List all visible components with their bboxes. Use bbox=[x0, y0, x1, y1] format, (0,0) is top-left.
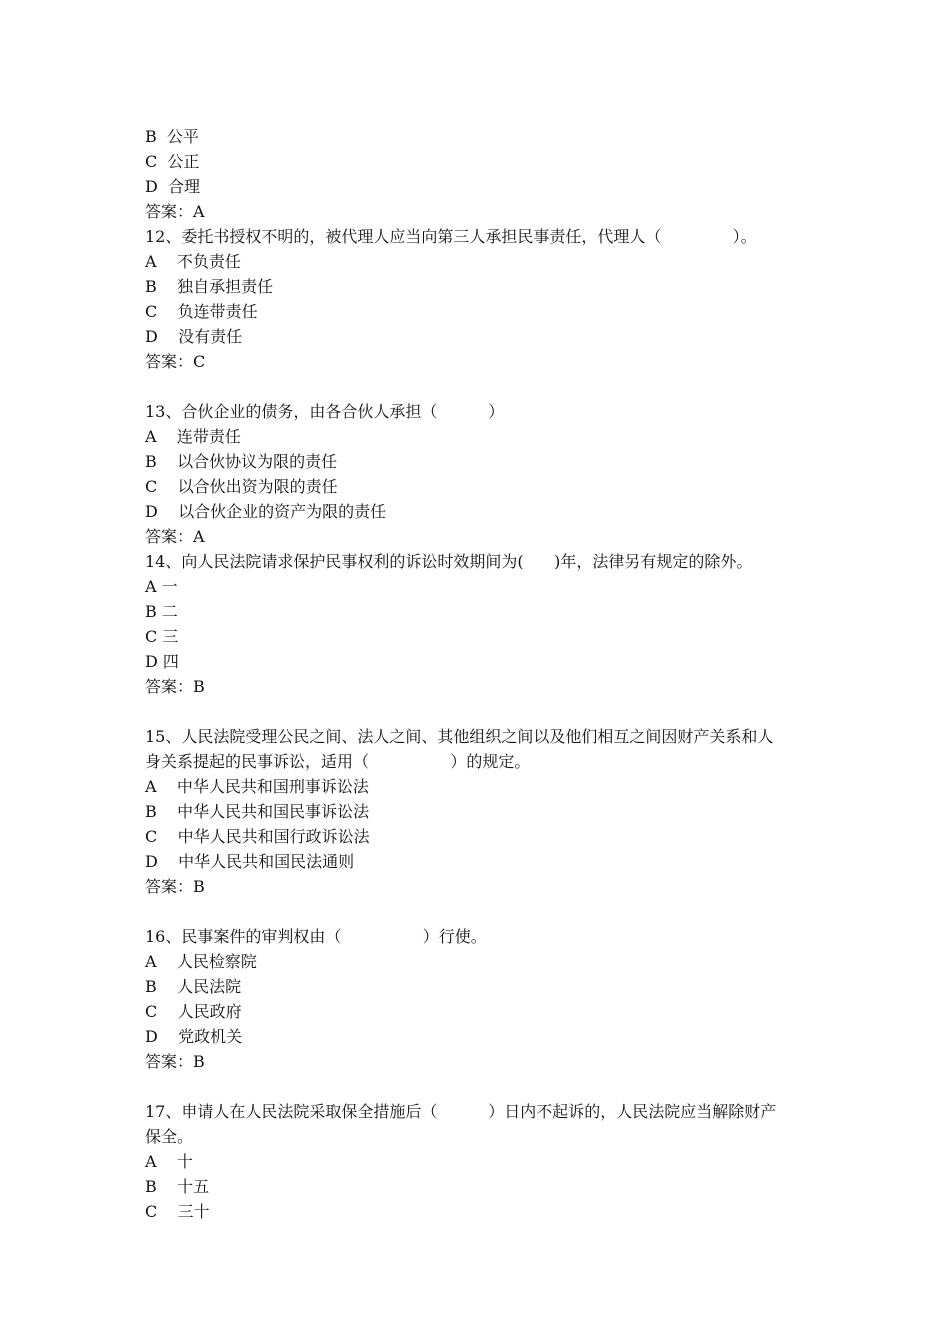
option-line: C 人民政府 bbox=[145, 1002, 242, 1021]
option-line: C 三十 bbox=[145, 1202, 210, 1221]
option-line: C 三 bbox=[145, 627, 179, 646]
option-line: C 负连带责任 bbox=[145, 302, 258, 321]
option-line: A 连带责任 bbox=[145, 427, 241, 446]
option-line: D 中华人民共和国民法通则 bbox=[145, 852, 355, 871]
option-line: B 独自承担责任 bbox=[145, 277, 274, 296]
option-line: C 公正 bbox=[145, 152, 200, 171]
blank-line bbox=[145, 374, 815, 399]
option-line: A 一 bbox=[145, 577, 178, 596]
question-stem: 17、申请人在人民法院采取保全措施后（ ）日内不起诉的，人民法院应当解除财产 bbox=[145, 1102, 777, 1121]
option-line: A 十 bbox=[145, 1152, 193, 1171]
answer-line: 答案：B bbox=[145, 677, 205, 696]
blank-line bbox=[145, 1074, 815, 1099]
answer-line: 答案：A bbox=[145, 202, 205, 221]
option-line: D 合理 bbox=[145, 177, 201, 196]
option-line: B 中华人民共和国民事诉讼法 bbox=[145, 802, 370, 821]
answer-line: 答案：B bbox=[145, 877, 205, 896]
option-line: B 二 bbox=[145, 602, 178, 621]
option-line: B 十五 bbox=[145, 1177, 210, 1196]
question-stem: 12、委托书授权不明的，被代理人应当向第三人承担民事责任，代理人（ ）。 bbox=[145, 227, 757, 246]
option-line: C 中华人民共和国行政诉讼法 bbox=[145, 827, 370, 846]
option-line: D 四 bbox=[145, 652, 179, 671]
document-page bbox=[145, 124, 815, 1224]
question-stem-continued: 保全。 bbox=[145, 1127, 194, 1146]
question-stem: 13、合伙企业的债务，由各合伙人承担（ ） bbox=[145, 402, 505, 421]
question-stem: 14、向人民法院请求保护民事权利的诉讼时效期间为( )年，法律另有规定的除外。 bbox=[145, 552, 753, 571]
option-line: D 没有责任 bbox=[145, 327, 243, 346]
answer-line: 答案：C bbox=[145, 352, 206, 371]
option-line: B 人民法院 bbox=[145, 977, 242, 996]
question-stem: 15、人民法院受理公民之间、法人之间、其他组织之间以及他们相互之间因财产关系和人 bbox=[145, 727, 774, 746]
option-line: A 中华人民共和国刑事诉讼法 bbox=[145, 777, 369, 796]
option-line: C 以合伙出资为限的责任 bbox=[145, 477, 338, 496]
question-stem-continued: 身关系提起的民事诉讼，适用（ ）的规定。 bbox=[145, 752, 531, 771]
answer-line: 答案：A bbox=[145, 527, 205, 546]
question-stem: 16、民事案件的审判权由（ ）行使。 bbox=[145, 927, 487, 946]
option-line: B 公平 bbox=[145, 127, 199, 146]
option-line: A 人民检察院 bbox=[145, 952, 257, 971]
option-line: D 以合伙企业的资产为限的责任 bbox=[145, 502, 387, 521]
option-line: D 党政机关 bbox=[145, 1027, 243, 1046]
blank-line bbox=[145, 699, 815, 724]
option-line: B 以合伙协议为限的责任 bbox=[145, 452, 338, 471]
blank-line bbox=[145, 899, 815, 924]
answer-line: 答案：B bbox=[145, 1052, 205, 1071]
option-line: A 不负责任 bbox=[145, 252, 241, 271]
